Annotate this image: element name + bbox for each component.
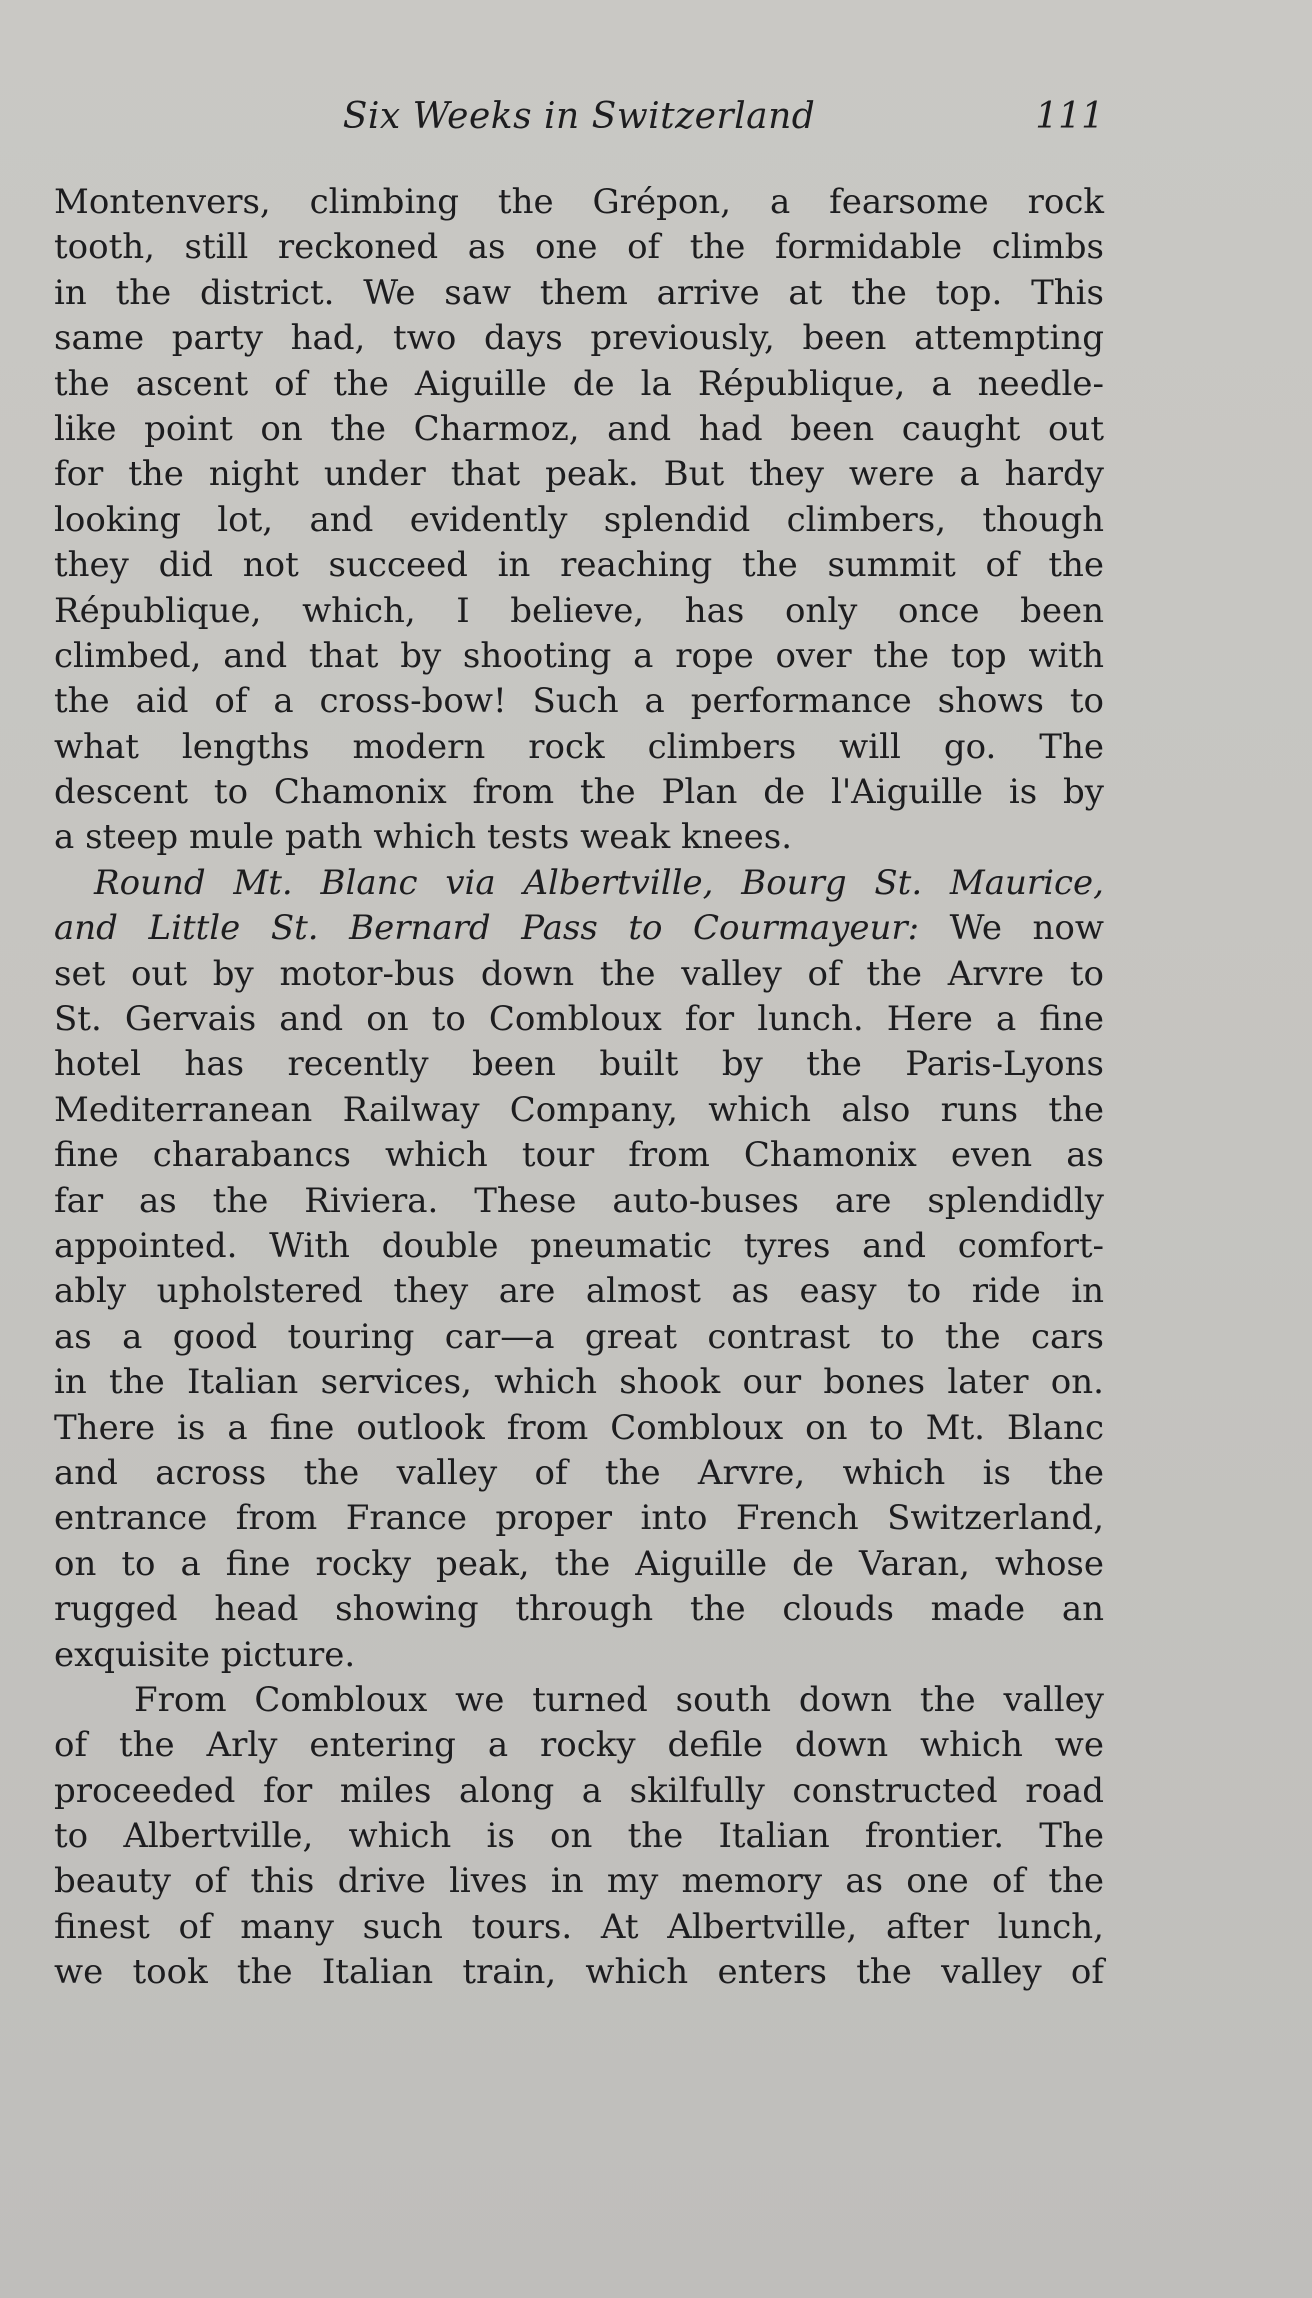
text-line: From Combloux we turned south down the valley	[134, 1679, 1104, 1720]
text-line: République, which, I believe, has only once been	[54, 590, 1104, 631]
text-line: they did not succeed in reaching the summit of the	[54, 545, 1104, 586]
text-line: set out by motor-bus down the valley of the Arvre to	[54, 953, 1104, 994]
text-line: the ascent of the Aiguille de la République, a needle-	[54, 363, 1104, 404]
section-heading: and Little St. Bernard Pass to Courmayeur:	[54, 908, 920, 949]
text-line: tooth, still reckoned as one of the formidable climbs	[54, 227, 1104, 268]
text-line: and across the valley of the Arvre, which is the	[54, 1452, 1104, 1493]
text-line: fine charabancs which tour from Chamonix even as	[54, 1135, 1104, 1176]
text-line: St. Gervais and on to Combloux for lunch. Here a fine	[54, 999, 1104, 1040]
text-line: exquisite picture.	[54, 1634, 356, 1675]
text-line: There is a fine outlook from Combloux on to Mt. Blanc	[54, 1407, 1104, 1448]
text-line: entrance from France proper into French Switzerland,	[54, 1498, 1104, 1539]
text-line: on to a fine rocky peak, the Aiguille de Varan, whose	[54, 1543, 1104, 1584]
running-title: Six Weeks in Switzerland	[342, 96, 816, 137]
text-line: what lengths modern rock climbers will go. The	[54, 726, 1104, 767]
text-line: in the district. We saw them arrive at the top. This	[54, 272, 1104, 313]
text-line: and Little St. Bernard Pass to Courmayeur: We now	[54, 908, 1104, 949]
text-line: for the night under that peak. But they were a hardy	[54, 454, 1104, 495]
text-line: beauty of this drive lives in my memory as one of the	[54, 1861, 1104, 1902]
text-line: climbed, and that by shooting a rope over the top with	[54, 635, 1104, 676]
page-number: 111	[1035, 96, 1104, 137]
text-line: descent to Chamonix from the Plan de l'Aiguille is by	[54, 772, 1104, 813]
text-line: the aid of a cross-bow! Such a performance shows to	[54, 681, 1104, 722]
text-line: Mediterranean Railway Company, which also runs the	[54, 1089, 1104, 1130]
text-line: same party had, two days previously, been attempting	[54, 318, 1104, 359]
text-line: Montenvers, climbing the Grépon, a fearsome rock	[54, 182, 1104, 222]
text-line: of the Arly entering a rocky defile down which we	[54, 1725, 1104, 1766]
text-line: finest of many such tours. At Albertville, after lunch,	[54, 1906, 1104, 1947]
text-line: ably upholstered they are almost as easy to ride in	[54, 1271, 1104, 1312]
text-line: looking lot, and evidently splendid climbers, though	[54, 499, 1104, 540]
text-line: appointed. With double pneumatic tyres and comfort-	[54, 1225, 1104, 1266]
text-line: we took the Italian train, which enters the valley of	[54, 1952, 1104, 1993]
text-line: proceeded for miles along a skilfully constructed road	[54, 1770, 1104, 1811]
text-line: rugged head showing through the clouds made an	[54, 1589, 1104, 1630]
text-line: to Albertville, which is on the Italian frontier. The	[54, 1816, 1104, 1857]
text-line: hotel has recently been built by the Paris-Lyons	[54, 1044, 1104, 1085]
text-line: in the Italian services, which shook our bones later on.	[54, 1362, 1104, 1403]
body-text	[54, 180, 1104, 1996]
text-line: far as the Riviera. These auto-buses are splendidly	[54, 1180, 1104, 1221]
running-head	[54, 96, 1104, 146]
text-line	[54, 861, 1104, 906]
text-line: a steep mule path which tests weak knees.	[54, 817, 793, 858]
section-heading: Round Mt. Blanc via Albertville, Bourg St. Maurice,	[94, 862, 1104, 903]
text-line: like point on the Charmoz, and had been caught out	[54, 408, 1104, 449]
text-line: as a good touring car—a great contrast to the cars	[54, 1316, 1104, 1357]
